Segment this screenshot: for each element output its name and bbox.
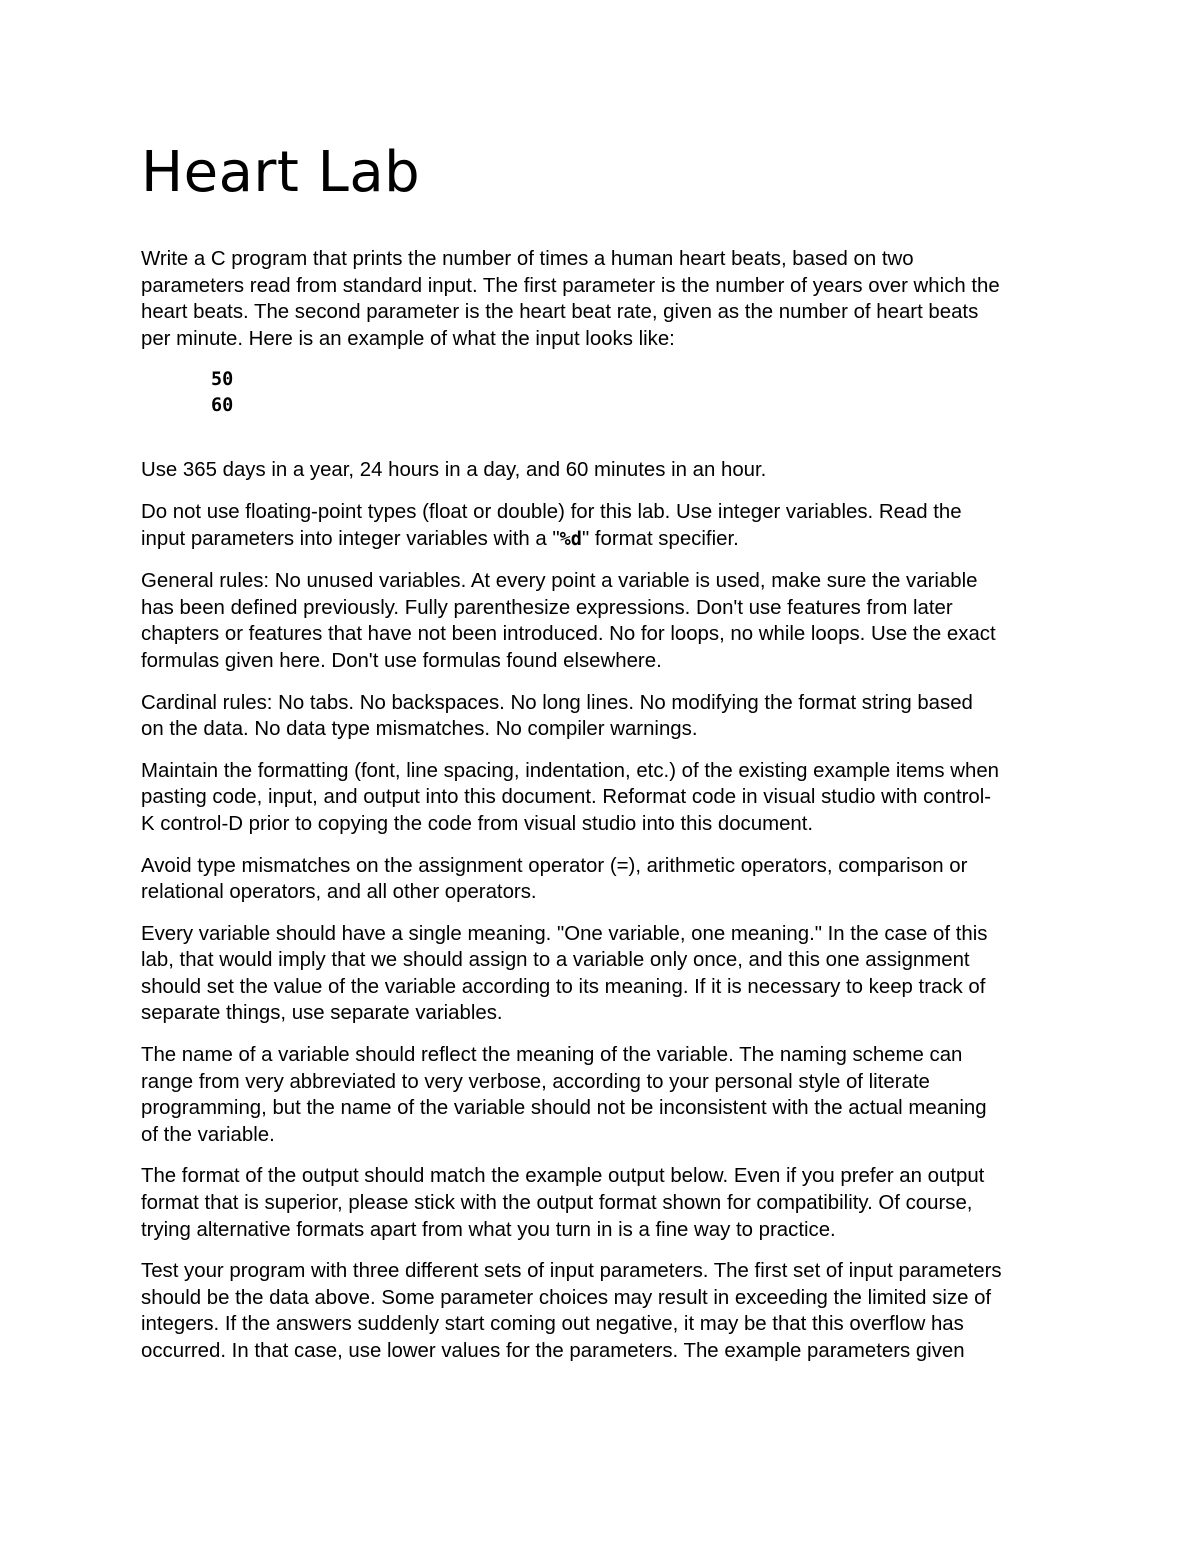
text-line: Avoid type mismatches on the assignment operator (=), arithmetic operators, comparison or — [141, 854, 968, 877]
text-line: Do not use floating-point types (float or double) for this lab. Use integer variables. Read the — [141, 500, 962, 523]
text-line: Cardinal rules: No tabs. No backspaces. No long lines. No modifying the format string based — [141, 691, 973, 714]
text-line: parameters read from standard input. The first parameter is the number of years over which the — [141, 274, 1000, 297]
output-format-paragraph — [141, 1163, 1066, 1243]
text-line: Write a C program that prints the number of times a human heart beats, based on two — [141, 248, 914, 270]
text-line: trying alternative formats apart from what you turn in is a fine way to practice. — [141, 1218, 836, 1241]
text-line: General rules: No unused variables. At every point a variable is used, make sure the variable — [141, 570, 978, 593]
variable-naming-paragraph — [141, 1042, 1066, 1148]
text-line: of the variable. — [141, 1123, 275, 1146]
cardinal-rules-paragraph — [141, 690, 1066, 743]
text-line: format that is superior, please stick with the output format shown for compatibility. Of course, — [141, 1192, 973, 1215]
text-line: relational operators, and all other operators. — [141, 881, 537, 904]
text-line: pasting code, input, and output into this document. Reformat code in visual studio with control- — [141, 786, 992, 809]
text-line — [141, 526, 1066, 554]
variable-meaning-paragraph — [141, 921, 1066, 1027]
text-line: The format of the output should match the example output below. Even if you prefer an output — [141, 1165, 985, 1188]
text-line: range from very abbreviated to very verbose, according to your personal style of literate — [141, 1070, 930, 1093]
text-line: heart beats. The second parameter is the heart beat rate, given as the number of heart beats — [141, 301, 979, 324]
float-rule-paragraph — [141, 499, 1066, 553]
text-line: separate things, use separate variables. — [141, 1002, 503, 1025]
text-line: should set the value of the variable according to its meaning. If it is necessary to keep track of — [141, 975, 986, 998]
text-line: lab, that would imply that we should assign to a variable only once, and this one assignment — [141, 949, 970, 972]
example-input-block — [211, 367, 1066, 419]
text-line: occurred. In that case, use lower values for the parameters. The example parameters given — [141, 1340, 965, 1362]
document-page — [141, 138, 1066, 1380]
text-line: should be the data above. Some parameter choices may result in exceeding the limited size of — [141, 1286, 992, 1309]
type-mismatch-paragraph — [141, 853, 1066, 906]
text-line: programming, but the name of the variable should not be inconsistent with the actual meaning — [141, 1097, 987, 1120]
testing-paragraph — [141, 1258, 1066, 1364]
formatting-paragraph — [141, 758, 1066, 838]
text-line: Test your program with three different sets of input parameters. The first set of input parameters — [141, 1260, 1002, 1283]
text-line: Maintain the formatting (font, line spacing, indentation, etc.) of the existing example items when — [141, 759, 999, 782]
intro-paragraph — [141, 246, 1066, 352]
general-rules-paragraph — [141, 568, 1066, 674]
example-input-rate: 60 — [211, 395, 234, 417]
text-fragment: input parameters into integer variables with a " — [141, 527, 560, 550]
text-line: formulas given here. Don't use formulas found elsewhere. — [141, 649, 662, 672]
units-paragraph — [141, 457, 1066, 484]
text-fragment: " format specifier. — [581, 527, 739, 550]
text-line: has been defined previously. Fully parenthesize expressions. Don't use features from later — [141, 596, 953, 619]
example-input-years: 50 — [211, 369, 234, 391]
text-line: chapters or features that have not been introduced. No for loops, no while loops. Use the exact — [141, 623, 996, 646]
format-specifier-code: %d — [559, 528, 582, 550]
text-line: The name of a variable should reflect the meaning of the variable. The naming scheme can — [141, 1044, 963, 1067]
text-line: Every variable should have a single meaning. "One variable, one meaning." In the case of this — [141, 922, 988, 945]
text-line: integers. If the answers suddenly start coming out negative, it may be that this overflow has — [141, 1313, 964, 1336]
text-line: Use 365 days in a year, 24 hours in a day, and 60 minutes in an hour. — [141, 459, 767, 482]
page-title: Heart Lab — [141, 140, 421, 205]
text-line: per minute. Here is an example of what the input looks like: — [141, 327, 675, 350]
text-line: K control-D prior to copying the code from visual studio into this document. — [141, 812, 814, 835]
text-line: on the data. No data type mismatches. No compiler warnings. — [141, 718, 698, 741]
